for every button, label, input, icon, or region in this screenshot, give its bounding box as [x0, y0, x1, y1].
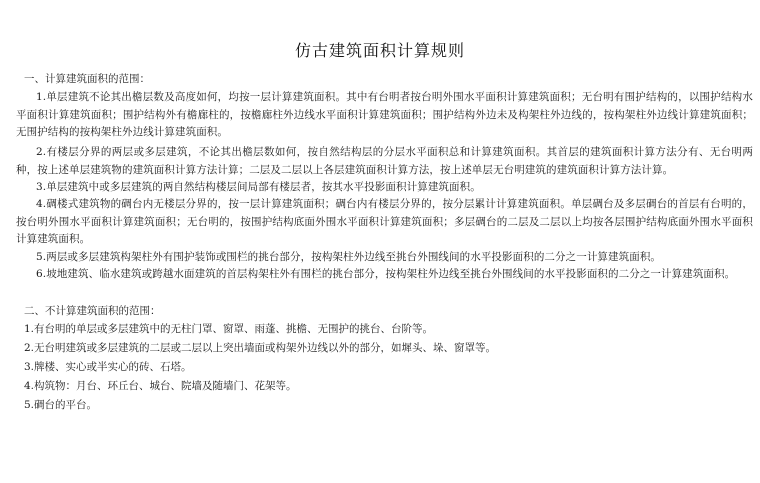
paragraph-3: 3.单层建筑中或多层建筑的两自然结构楼层间局部有楼层者，按其水平投影面积计算建筑面积。: [36, 181, 481, 193]
paragraph-2: 2.有楼层分界的两层或多层建筑，不论其出檐层数如何，按自然结构层的分层水平面积总和计算建筑面积。其首层的建筑面积计算方法分有、无台明两种，按上述单层建筑物的建筑面积计算方法计算；二层及二层以上各层建筑面积计算方法，按上述单层无台明建筑的建筑面积计算方法计算。: [16, 146, 753, 176]
excluded-item-1: 1.有台明的单层或多层建筑中的无柱门罩、窗罩、雨蓬、挑檐、无围护的挑台、台阶等。: [24, 323, 434, 335]
excluded-item-5: 5.碉台的平台。: [24, 399, 98, 411]
section-heading-included: 一、计算建筑面积的范围：: [24, 73, 150, 85]
excluded-item-4: 4.构筑物：月台、环丘台、城台、院墙及随墙门、花架等。: [24, 380, 297, 392]
document-title: 仿古建筑面积计算规则: [294, 41, 465, 60]
excluded-item-3: 3.牌楼、实心或半实心的砖、石塔。: [24, 361, 192, 373]
excluded-item-2: 2.无台明建筑或多层建筑的二层或二层以上突出墙面或构架外边线以外的部分，如墀头、垛、窗罩等。: [24, 342, 497, 354]
paragraph-1: 1.单层建筑不论其出檐层数及高度如何，均按一层计算建筑面积。其中有台明者按台明外围水平面积计算建筑面积；无台明有围护结构的，以围护结构水平面积计算建筑面积；围护结构外有檐廊柱的，按檐廊柱外边线水平面积计算建筑面积；围护结构外边未及构架柱外边线的，按构架柱外边线计算建筑面积；无围护结构的按构架柱外边线计算建筑面积。: [16, 91, 753, 139]
section-heading-excluded: 二、不计算建筑面积的范围：: [24, 305, 161, 317]
paragraph-6: 6.坡地建筑、临水建筑或跨越水面建筑的首层构架柱外有围栏的挑台部分，按构架柱外边线至挑台外围线间的水平投影面积的二分之一计算建筑面积。: [36, 268, 736, 280]
paragraph-4: 4.碉楼式建筑物的碉台内无楼层分界的，按一层计算建筑面积；碉台内有楼层分界的，按分层累计计算建筑面积。单层碉台及多层碉台的首层有台明的，按台明外围水平面积计算建筑面积；无台明的，按围护结构底面外围水平面积计算建筑面积；多层碉台的二层及二层以上均按各层围护结构底面外围水平面积计算建筑面积。: [16, 198, 753, 246]
paragraph-5: 5.两层或多层建筑构架柱外有围护装饰或围栏的挑台部分，按构架柱外边线至挑台外围线间的水平投影面积的二分之一计算建筑面积。: [36, 251, 662, 263]
